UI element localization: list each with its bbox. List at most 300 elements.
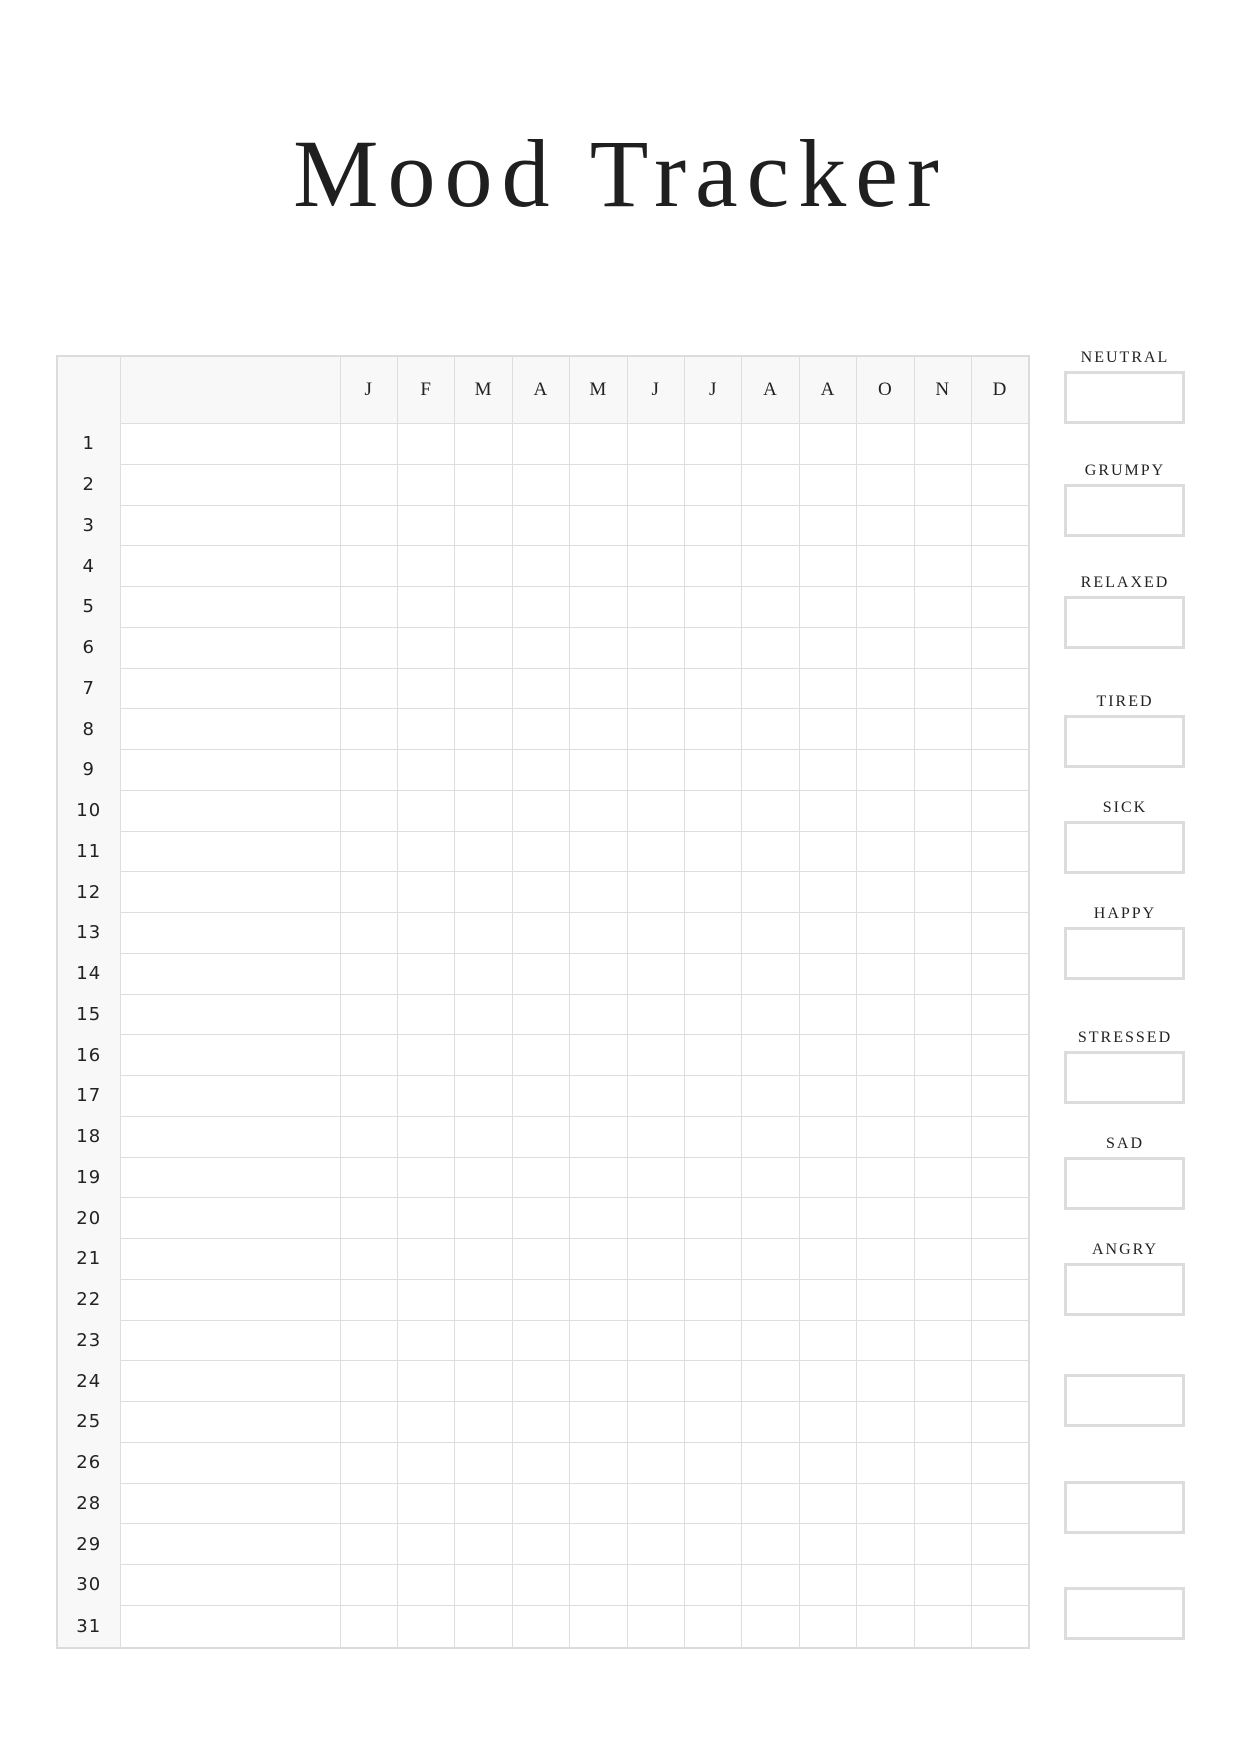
- mood-cell[interactable]: [971, 953, 1029, 994]
- mood-cell[interactable]: [857, 1361, 914, 1402]
- mood-cell[interactable]: [455, 1239, 512, 1280]
- mood-cell[interactable]: [340, 424, 397, 465]
- mood-cell[interactable]: [397, 1198, 454, 1239]
- mood-cell[interactable]: [857, 913, 914, 954]
- note-cell[interactable]: [120, 831, 340, 872]
- note-cell[interactable]: [120, 790, 340, 831]
- mood-cell[interactable]: [684, 1035, 741, 1076]
- note-cell[interactable]: [120, 1198, 340, 1239]
- mood-cell[interactable]: [340, 1442, 397, 1483]
- mood-cell[interactable]: [397, 1565, 454, 1606]
- mood-cell[interactable]: [397, 709, 454, 750]
- mood-cell[interactable]: [971, 1361, 1029, 1402]
- mood-cell[interactable]: [971, 627, 1029, 668]
- mood-cell[interactable]: [799, 1524, 856, 1565]
- mood-cell[interactable]: [455, 505, 512, 546]
- note-cell[interactable]: [120, 1524, 340, 1565]
- mood-cell[interactable]: [857, 1198, 914, 1239]
- mood-cell[interactable]: [570, 464, 627, 505]
- mood-cell[interactable]: [857, 872, 914, 913]
- mood-cell[interactable]: [742, 1565, 799, 1606]
- mood-cell[interactable]: [627, 1402, 684, 1443]
- mood-cell[interactable]: [857, 464, 914, 505]
- mood-cell[interactable]: [684, 994, 741, 1035]
- mood-cell[interactable]: [684, 668, 741, 709]
- mood-cell[interactable]: [684, 505, 741, 546]
- mood-cell[interactable]: [512, 1279, 569, 1320]
- mood-cell[interactable]: [971, 1483, 1029, 1524]
- mood-cell[interactable]: [857, 790, 914, 831]
- mood-cell[interactable]: [914, 546, 971, 587]
- mood-cell[interactable]: [742, 1361, 799, 1402]
- mood-cell[interactable]: [799, 1279, 856, 1320]
- mood-cell[interactable]: [455, 1076, 512, 1117]
- mood-cell[interactable]: [455, 627, 512, 668]
- note-cell[interactable]: [120, 1157, 340, 1198]
- mood-cell[interactable]: [971, 709, 1029, 750]
- mood-cell[interactable]: [971, 872, 1029, 913]
- mood-cell[interactable]: [627, 1361, 684, 1402]
- mood-cell[interactable]: [570, 1198, 627, 1239]
- mood-cell[interactable]: [512, 1198, 569, 1239]
- mood-cell[interactable]: [799, 831, 856, 872]
- mood-cell[interactable]: [857, 1524, 914, 1565]
- mood-cell[interactable]: [742, 668, 799, 709]
- mood-cell[interactable]: [799, 1402, 856, 1443]
- mood-cell[interactable]: [684, 1239, 741, 1280]
- mood-cell[interactable]: [799, 1320, 856, 1361]
- note-cell[interactable]: [120, 953, 340, 994]
- mood-cell[interactable]: [742, 913, 799, 954]
- mood-cell[interactable]: [512, 872, 569, 913]
- mood-cell[interactable]: [684, 1116, 741, 1157]
- mood-cell[interactable]: [570, 424, 627, 465]
- mood-cell[interactable]: [799, 1605, 856, 1648]
- mood-cell[interactable]: [742, 1076, 799, 1117]
- legend-color-box[interactable]: [1064, 821, 1185, 874]
- mood-cell[interactable]: [397, 1483, 454, 1524]
- mood-cell[interactable]: [914, 913, 971, 954]
- mood-cell[interactable]: [570, 1442, 627, 1483]
- mood-cell[interactable]: [455, 1116, 512, 1157]
- mood-cell[interactable]: [512, 1524, 569, 1565]
- mood-cell[interactable]: [799, 1442, 856, 1483]
- mood-cell[interactable]: [570, 587, 627, 628]
- mood-cell[interactable]: [799, 668, 856, 709]
- mood-cell[interactable]: [340, 1076, 397, 1117]
- mood-cell[interactable]: [684, 587, 741, 628]
- mood-cell[interactable]: [397, 1402, 454, 1443]
- mood-cell[interactable]: [971, 424, 1029, 465]
- mood-cell[interactable]: [340, 872, 397, 913]
- mood-cell[interactable]: [627, 1157, 684, 1198]
- note-cell[interactable]: [120, 1239, 340, 1280]
- mood-cell[interactable]: [512, 913, 569, 954]
- mood-cell[interactable]: [627, 464, 684, 505]
- note-cell[interactable]: [120, 1402, 340, 1443]
- legend-color-box[interactable]: [1064, 927, 1185, 980]
- mood-cell[interactable]: [512, 1361, 569, 1402]
- note-cell[interactable]: [120, 1442, 340, 1483]
- mood-cell[interactable]: [742, 750, 799, 791]
- mood-cell[interactable]: [742, 1442, 799, 1483]
- mood-cell[interactable]: [684, 627, 741, 668]
- mood-cell[interactable]: [397, 994, 454, 1035]
- mood-cell[interactable]: [570, 790, 627, 831]
- mood-cell[interactable]: [512, 1035, 569, 1076]
- mood-cell[interactable]: [971, 913, 1029, 954]
- mood-cell[interactable]: [799, 546, 856, 587]
- note-cell[interactable]: [120, 913, 340, 954]
- mood-cell[interactable]: [971, 1035, 1029, 1076]
- mood-cell[interactable]: [971, 1279, 1029, 1320]
- mood-cell[interactable]: [799, 424, 856, 465]
- mood-cell[interactable]: [627, 790, 684, 831]
- mood-cell[interactable]: [971, 831, 1029, 872]
- mood-cell[interactable]: [971, 546, 1029, 587]
- mood-cell[interactable]: [512, 587, 569, 628]
- mood-cell[interactable]: [742, 831, 799, 872]
- mood-cell[interactable]: [684, 872, 741, 913]
- mood-cell[interactable]: [397, 1524, 454, 1565]
- mood-cell[interactable]: [971, 1442, 1029, 1483]
- mood-cell[interactable]: [340, 709, 397, 750]
- mood-cell[interactable]: [397, 872, 454, 913]
- mood-cell[interactable]: [570, 1524, 627, 1565]
- mood-cell[interactable]: [684, 1605, 741, 1648]
- mood-cell[interactable]: [857, 505, 914, 546]
- mood-cell[interactable]: [684, 750, 741, 791]
- mood-cell[interactable]: [397, 1361, 454, 1402]
- note-cell[interactable]: [120, 750, 340, 791]
- mood-cell[interactable]: [340, 587, 397, 628]
- legend-color-box[interactable]: [1064, 371, 1185, 424]
- mood-cell[interactable]: [570, 1279, 627, 1320]
- mood-cell[interactable]: [627, 1239, 684, 1280]
- mood-cell[interactable]: [397, 953, 454, 994]
- mood-cell[interactable]: [799, 953, 856, 994]
- mood-cell[interactable]: [857, 1320, 914, 1361]
- mood-cell[interactable]: [340, 831, 397, 872]
- note-cell[interactable]: [120, 1279, 340, 1320]
- mood-cell[interactable]: [397, 1116, 454, 1157]
- mood-cell[interactable]: [799, 1565, 856, 1606]
- mood-cell[interactable]: [340, 1402, 397, 1443]
- mood-cell[interactable]: [627, 424, 684, 465]
- mood-cell[interactable]: [455, 1442, 512, 1483]
- mood-cell[interactable]: [914, 1116, 971, 1157]
- mood-cell[interactable]: [857, 709, 914, 750]
- mood-cell[interactable]: [971, 1524, 1029, 1565]
- mood-cell[interactable]: [914, 668, 971, 709]
- legend-color-box[interactable]: [1064, 1587, 1185, 1640]
- note-cell[interactable]: [120, 546, 340, 587]
- mood-cell[interactable]: [512, 1239, 569, 1280]
- mood-cell[interactable]: [857, 1116, 914, 1157]
- mood-cell[interactable]: [857, 587, 914, 628]
- mood-cell[interactable]: [799, 627, 856, 668]
- mood-cell[interactable]: [971, 1116, 1029, 1157]
- mood-cell[interactable]: [914, 1402, 971, 1443]
- mood-cell[interactable]: [397, 1279, 454, 1320]
- mood-cell[interactable]: [627, 1442, 684, 1483]
- mood-cell[interactable]: [455, 831, 512, 872]
- mood-cell[interactable]: [512, 750, 569, 791]
- mood-cell[interactable]: [914, 587, 971, 628]
- mood-cell[interactable]: [627, 668, 684, 709]
- mood-cell[interactable]: [570, 627, 627, 668]
- mood-cell[interactable]: [971, 1239, 1029, 1280]
- note-cell[interactable]: [120, 994, 340, 1035]
- mood-cell[interactable]: [512, 1320, 569, 1361]
- mood-cell[interactable]: [914, 627, 971, 668]
- mood-cell[interactable]: [455, 464, 512, 505]
- mood-cell[interactable]: [512, 1157, 569, 1198]
- mood-cell[interactable]: [570, 1116, 627, 1157]
- note-cell[interactable]: [120, 1320, 340, 1361]
- mood-cell[interactable]: [684, 953, 741, 994]
- mood-cell[interactable]: [340, 668, 397, 709]
- mood-cell[interactable]: [340, 464, 397, 505]
- mood-cell[interactable]: [914, 1605, 971, 1648]
- mood-cell[interactable]: [340, 1116, 397, 1157]
- mood-cell[interactable]: [799, 1483, 856, 1524]
- mood-cell[interactable]: [512, 464, 569, 505]
- mood-cell[interactable]: [742, 505, 799, 546]
- note-cell[interactable]: [120, 872, 340, 913]
- mood-cell[interactable]: [340, 750, 397, 791]
- mood-cell[interactable]: [627, 1565, 684, 1606]
- mood-cell[interactable]: [971, 790, 1029, 831]
- mood-cell[interactable]: [684, 1565, 741, 1606]
- mood-cell[interactable]: [627, 872, 684, 913]
- mood-cell[interactable]: [455, 546, 512, 587]
- mood-cell[interactable]: [742, 1524, 799, 1565]
- mood-cell[interactable]: [684, 1442, 741, 1483]
- mood-cell[interactable]: [684, 1361, 741, 1402]
- mood-cell[interactable]: [684, 464, 741, 505]
- mood-cell[interactable]: [397, 831, 454, 872]
- mood-cell[interactable]: [971, 668, 1029, 709]
- mood-cell[interactable]: [857, 831, 914, 872]
- mood-cell[interactable]: [397, 546, 454, 587]
- mood-cell[interactable]: [742, 1157, 799, 1198]
- mood-cell[interactable]: [570, 546, 627, 587]
- mood-cell[interactable]: [914, 424, 971, 465]
- mood-cell[interactable]: [340, 627, 397, 668]
- mood-cell[interactable]: [397, 424, 454, 465]
- mood-cell[interactable]: [971, 1157, 1029, 1198]
- mood-cell[interactable]: [455, 424, 512, 465]
- mood-cell[interactable]: [799, 994, 856, 1035]
- mood-cell[interactable]: [742, 709, 799, 750]
- mood-cell[interactable]: [627, 1116, 684, 1157]
- mood-cell[interactable]: [455, 1320, 512, 1361]
- mood-cell[interactable]: [684, 1402, 741, 1443]
- mood-cell[interactable]: [684, 1320, 741, 1361]
- mood-cell[interactable]: [684, 709, 741, 750]
- mood-cell[interactable]: [971, 1565, 1029, 1606]
- mood-cell[interactable]: [512, 953, 569, 994]
- mood-cell[interactable]: [914, 994, 971, 1035]
- mood-cell[interactable]: [455, 913, 512, 954]
- mood-cell[interactable]: [742, 1279, 799, 1320]
- mood-cell[interactable]: [742, 627, 799, 668]
- mood-cell[interactable]: [570, 1361, 627, 1402]
- mood-cell[interactable]: [914, 750, 971, 791]
- mood-cell[interactable]: [799, 1035, 856, 1076]
- note-cell[interactable]: [120, 709, 340, 750]
- mood-cell[interactable]: [570, 1239, 627, 1280]
- mood-cell[interactable]: [455, 1524, 512, 1565]
- mood-cell[interactable]: [684, 546, 741, 587]
- mood-cell[interactable]: [857, 1402, 914, 1443]
- mood-cell[interactable]: [340, 1035, 397, 1076]
- mood-cell[interactable]: [455, 709, 512, 750]
- mood-cell[interactable]: [570, 1320, 627, 1361]
- mood-cell[interactable]: [971, 750, 1029, 791]
- mood-cell[interactable]: [742, 1035, 799, 1076]
- mood-cell[interactable]: [340, 790, 397, 831]
- mood-cell[interactable]: [799, 505, 856, 546]
- mood-cell[interactable]: [799, 464, 856, 505]
- legend-color-box[interactable]: [1064, 715, 1185, 768]
- mood-cell[interactable]: [512, 831, 569, 872]
- mood-cell[interactable]: [857, 1239, 914, 1280]
- mood-cell[interactable]: [570, 1076, 627, 1117]
- mood-cell[interactable]: [340, 1605, 397, 1648]
- mood-cell[interactable]: [627, 913, 684, 954]
- note-cell[interactable]: [120, 587, 340, 628]
- mood-cell[interactable]: [397, 627, 454, 668]
- mood-cell[interactable]: [512, 1605, 569, 1648]
- mood-cell[interactable]: [397, 1157, 454, 1198]
- mood-cell[interactable]: [627, 1076, 684, 1117]
- mood-cell[interactable]: [971, 994, 1029, 1035]
- mood-cell[interactable]: [799, 790, 856, 831]
- mood-cell[interactable]: [914, 1157, 971, 1198]
- mood-cell[interactable]: [455, 994, 512, 1035]
- mood-cell[interactable]: [627, 1279, 684, 1320]
- mood-cell[interactable]: [742, 790, 799, 831]
- mood-cell[interactable]: [455, 1565, 512, 1606]
- mood-cell[interactable]: [627, 709, 684, 750]
- mood-cell[interactable]: [627, 1198, 684, 1239]
- mood-cell[interactable]: [799, 1239, 856, 1280]
- mood-cell[interactable]: [914, 1524, 971, 1565]
- mood-cell[interactable]: [857, 1605, 914, 1648]
- mood-cell[interactable]: [397, 1035, 454, 1076]
- mood-cell[interactable]: [627, 994, 684, 1035]
- mood-cell[interactable]: [684, 1076, 741, 1117]
- mood-cell[interactable]: [397, 750, 454, 791]
- mood-cell[interactable]: [684, 1524, 741, 1565]
- mood-cell[interactable]: [914, 831, 971, 872]
- mood-cell[interactable]: [570, 709, 627, 750]
- mood-cell[interactable]: [397, 1239, 454, 1280]
- mood-cell[interactable]: [971, 464, 1029, 505]
- mood-cell[interactable]: [799, 1076, 856, 1117]
- mood-cell[interactable]: [742, 1198, 799, 1239]
- mood-cell[interactable]: [512, 505, 569, 546]
- mood-cell[interactable]: [799, 1157, 856, 1198]
- mood-cell[interactable]: [914, 1361, 971, 1402]
- mood-cell[interactable]: [742, 1116, 799, 1157]
- mood-cell[interactable]: [397, 1076, 454, 1117]
- note-cell[interactable]: [120, 1483, 340, 1524]
- mood-cell[interactable]: [627, 750, 684, 791]
- mood-cell[interactable]: [914, 1565, 971, 1606]
- mood-cell[interactable]: [340, 1198, 397, 1239]
- mood-cell[interactable]: [512, 1565, 569, 1606]
- mood-cell[interactable]: [971, 1402, 1029, 1443]
- mood-cell[interactable]: [914, 505, 971, 546]
- mood-cell[interactable]: [455, 790, 512, 831]
- mood-cell[interactable]: [570, 750, 627, 791]
- mood-cell[interactable]: [914, 953, 971, 994]
- mood-cell[interactable]: [914, 1483, 971, 1524]
- mood-cell[interactable]: [570, 953, 627, 994]
- mood-cell[interactable]: [340, 1239, 397, 1280]
- mood-cell[interactable]: [971, 505, 1029, 546]
- mood-cell[interactable]: [742, 1483, 799, 1524]
- mood-cell[interactable]: [857, 668, 914, 709]
- mood-cell[interactable]: [455, 1361, 512, 1402]
- mood-cell[interactable]: [512, 1483, 569, 1524]
- mood-cell[interactable]: [397, 1605, 454, 1648]
- mood-cell[interactable]: [627, 1605, 684, 1648]
- mood-cell[interactable]: [857, 1035, 914, 1076]
- mood-cell[interactable]: [799, 709, 856, 750]
- mood-cell[interactable]: [914, 872, 971, 913]
- mood-cell[interactable]: [857, 1565, 914, 1606]
- mood-cell[interactable]: [512, 546, 569, 587]
- mood-cell[interactable]: [570, 1157, 627, 1198]
- legend-color-box[interactable]: [1064, 1374, 1185, 1427]
- mood-cell[interactable]: [971, 587, 1029, 628]
- mood-cell[interactable]: [570, 994, 627, 1035]
- mood-cell[interactable]: [857, 1076, 914, 1117]
- mood-cell[interactable]: [570, 872, 627, 913]
- note-cell[interactable]: [120, 1116, 340, 1157]
- mood-cell[interactable]: [397, 668, 454, 709]
- mood-cell[interactable]: [742, 994, 799, 1035]
- mood-cell[interactable]: [742, 1402, 799, 1443]
- mood-cell[interactable]: [455, 1605, 512, 1648]
- mood-cell[interactable]: [857, 1483, 914, 1524]
- mood-cell[interactable]: [340, 1279, 397, 1320]
- mood-cell[interactable]: [455, 1279, 512, 1320]
- note-cell[interactable]: [120, 464, 340, 505]
- mood-cell[interactable]: [570, 1402, 627, 1443]
- mood-cell[interactable]: [455, 1157, 512, 1198]
- mood-cell[interactable]: [570, 1605, 627, 1648]
- mood-cell[interactable]: [799, 587, 856, 628]
- mood-cell[interactable]: [397, 1442, 454, 1483]
- mood-cell[interactable]: [799, 1116, 856, 1157]
- mood-cell[interactable]: [512, 627, 569, 668]
- mood-cell[interactable]: [742, 464, 799, 505]
- legend-color-box[interactable]: [1064, 1481, 1185, 1534]
- mood-cell[interactable]: [742, 872, 799, 913]
- mood-cell[interactable]: [512, 1402, 569, 1443]
- mood-cell[interactable]: [340, 546, 397, 587]
- mood-cell[interactable]: [512, 994, 569, 1035]
- mood-cell[interactable]: [570, 505, 627, 546]
- mood-cell[interactable]: [742, 587, 799, 628]
- mood-cell[interactable]: [512, 709, 569, 750]
- mood-cell[interactable]: [914, 709, 971, 750]
